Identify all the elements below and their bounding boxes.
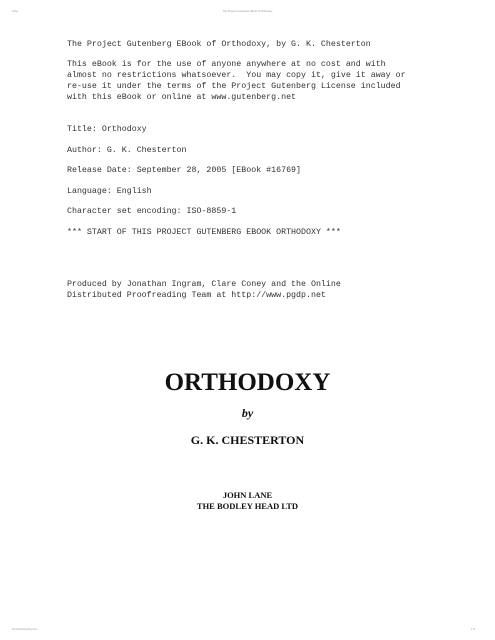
license-line: re-use it under the terms of the Project Gutenberg License included [67,82,401,91]
license-line: almost no restrictions whatsoever. You may copy it, give it away or [67,71,406,80]
running-header-title: The Project Gutenberg eBook of Orthodoxy [222,10,273,13]
running-footer-page: 1 of [470,628,475,631]
meta-release-date: Release Date: September 28, 2005 [EBook #16769] [67,166,302,175]
publisher-line: THE BODLEY HEAD LTD [196,501,299,511]
start-marker: *** START OF THIS PROJECT GUTENBERG EBOOK ORTHODOXY *** [67,228,341,237]
book-title: ORTHODOXY [164,369,331,396]
license-line: with this eBook or online at www.gutenberg.net [67,93,297,102]
publisher [0,490,495,512]
credits-line: Produced by Jonathan Ingram, Clare Coney and the Online [67,280,341,289]
meta-language: Language: English [67,187,152,196]
meta-author: Author: G. K. Chesterton [67,146,187,155]
meta-encoding: Character set encoding: ISO-8859-1 [67,207,237,216]
meta-title: Title: Orthodoxy [67,125,147,134]
intro-title-line: The Project Gutenberg EBook of Orthodoxy, by G. K. Chesterton [67,40,371,49]
running-header-left: ortho [12,10,18,13]
credits-line: Distributed Proofreading Team at http://www.pgdp.net [67,291,326,300]
running-footer-path: file:///F|/orthodoxy.htm [12,628,38,631]
book-author: G. K. CHESTERTON [190,433,305,447]
license-line: This eBook is for the use of anyone anywhere at no cost and with [67,60,386,69]
byline: by [241,406,254,420]
publisher-line: JOHN LANE [222,490,273,500]
